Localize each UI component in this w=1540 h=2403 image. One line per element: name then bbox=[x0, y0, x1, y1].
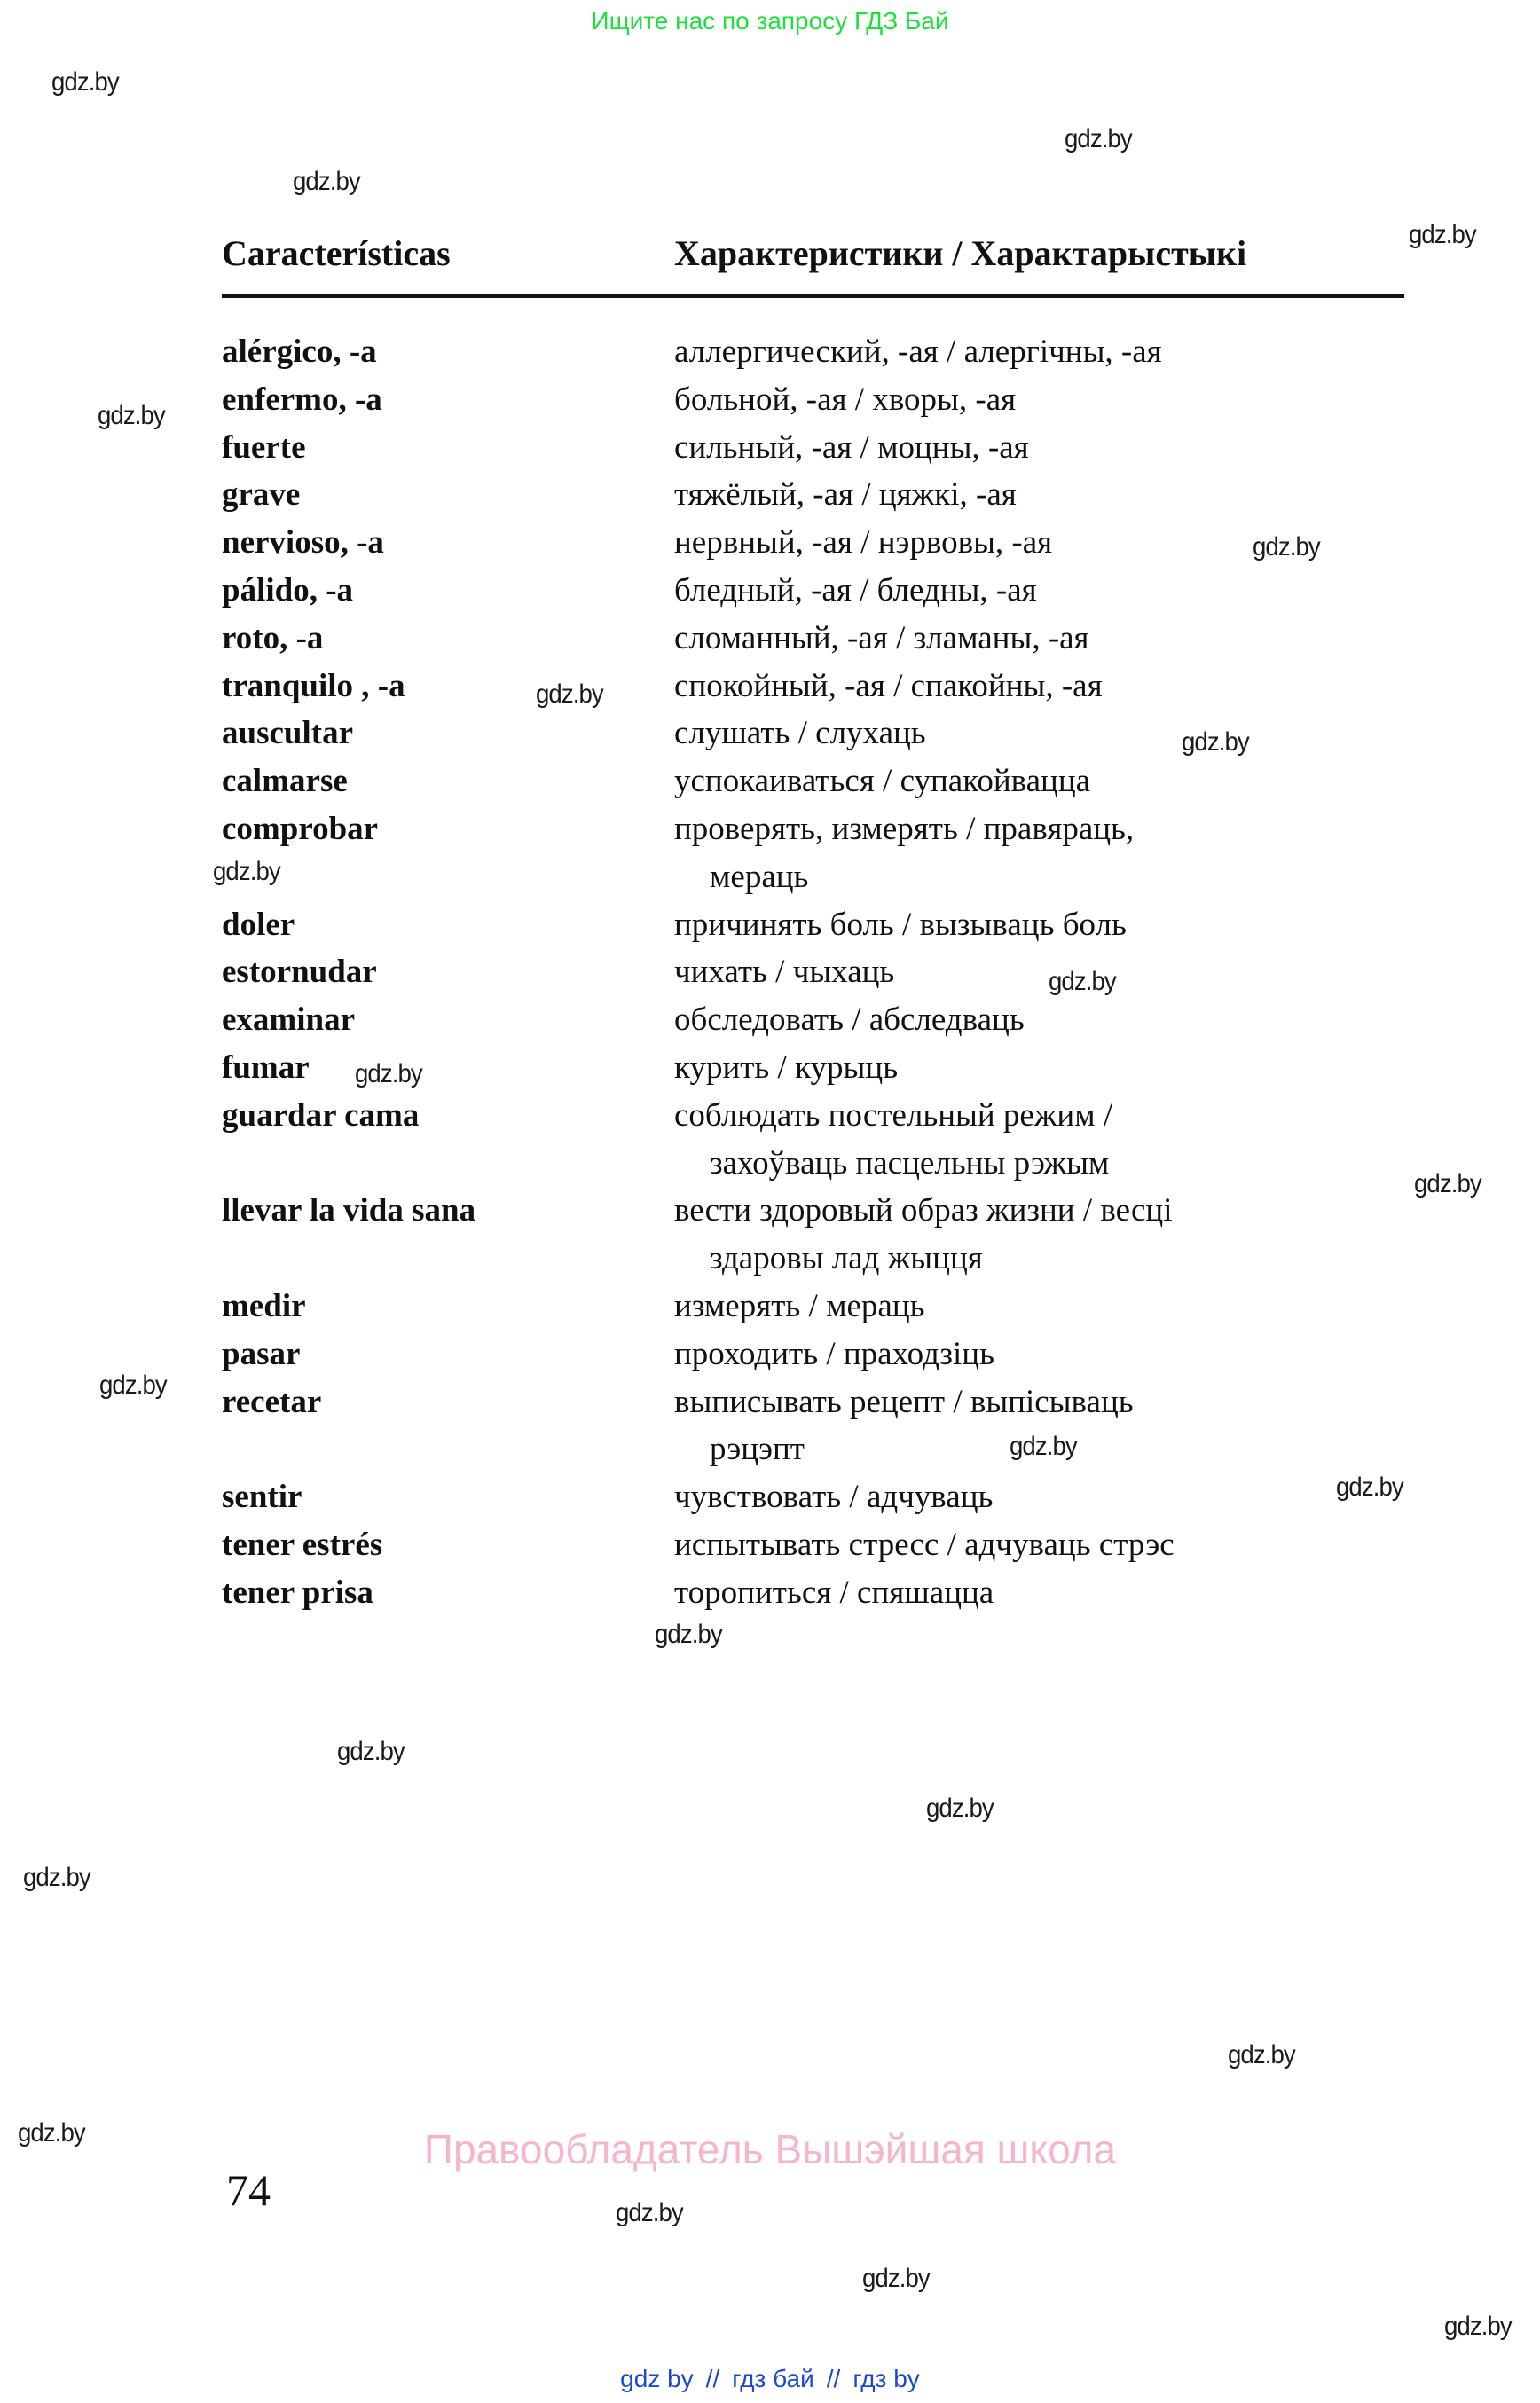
gdzby-watermark: gdz.by bbox=[18, 2118, 85, 2148]
translation-line: обследовать / абследваць bbox=[674, 1001, 1025, 1039]
gdzby-watermark: gdz.by bbox=[23, 1863, 90, 1892]
spanish-term: tranquilo , -a bbox=[222, 667, 405, 704]
spanish-term: grave bbox=[222, 476, 301, 514]
vocab-row bbox=[222, 663, 1404, 711]
translation-cell bbox=[674, 1569, 1404, 1617]
spanish-term: auscultar bbox=[222, 715, 353, 752]
translation-line: выписывать рецепт / выпісываць bbox=[674, 1383, 1134, 1420]
spanish-term: guardar cama bbox=[222, 1096, 420, 1134]
gdzby-watermark: gdz.by bbox=[1414, 1169, 1481, 1198]
gdzby-watermark: gdz.by bbox=[99, 1370, 167, 1400]
vocab-row bbox=[222, 424, 1404, 472]
translation-line: курить / курыць bbox=[674, 1048, 899, 1086]
vocab-row bbox=[222, 805, 1404, 901]
translation-line: захоўваць пасцельны рэжым bbox=[710, 1144, 1110, 1182]
translation-line: чихать / чыхаць bbox=[674, 954, 895, 991]
translation-line: сломанный, -ая / зламаны, -ая bbox=[674, 619, 1089, 656]
spanish-term: estornudar bbox=[222, 954, 377, 991]
spanish-term: fuerte bbox=[222, 428, 306, 466]
gdzby-watermark: gdz.by bbox=[213, 857, 280, 886]
translation-cell bbox=[674, 424, 1404, 472]
translation-line: нервный, -ая / нэрвовы, -ая bbox=[674, 524, 1053, 561]
header-divider bbox=[222, 294, 1404, 298]
spanish-term: comprobar bbox=[222, 810, 379, 847]
translation-cell bbox=[674, 567, 1404, 615]
gdzby-watermark: gdz.by bbox=[1049, 967, 1116, 996]
translation-line: успокаиваться / супакойвацца bbox=[674, 763, 1091, 800]
translation-cell bbox=[674, 710, 1404, 758]
translation-line: спокойный, -ая / спакойны, -ая bbox=[674, 667, 1103, 704]
vocab-row bbox=[222, 1187, 1404, 1283]
vocab-row bbox=[222, 328, 1404, 376]
translation-line: больной, -ая / хворы, -ая bbox=[674, 381, 1017, 418]
gdzby-watermark: gdz.by bbox=[926, 1794, 994, 1823]
gdzby-watermark: gdz.by bbox=[536, 679, 603, 709]
translation-line: здаровы лад жыцця bbox=[710, 1240, 983, 1277]
copyright-notice: Правообладатель Вышэйшая школа bbox=[423, 2126, 1117, 2172]
spanish-term: enfermo, -a bbox=[222, 381, 382, 418]
vocab-row bbox=[222, 615, 1404, 663]
translation-cell bbox=[674, 805, 1404, 901]
gdzby-watermark: gdz.by bbox=[1228, 2040, 1295, 2069]
spanish-term: tener estrés bbox=[222, 1526, 383, 1563]
gdzby-watermark: gdz.by bbox=[1065, 124, 1132, 153]
spanish-term: sentir bbox=[222, 1479, 302, 1516]
gdzby-watermark: gdz.by bbox=[98, 401, 165, 430]
translation-cell bbox=[674, 376, 1404, 424]
vocab-row bbox=[222, 471, 1404, 519]
translation-cell bbox=[674, 1187, 1404, 1283]
vocab-row bbox=[222, 1092, 1404, 1188]
vocab-row bbox=[222, 376, 1404, 424]
spanish-term: roto, -a bbox=[222, 619, 324, 656]
gdzby-watermark: gdz.by bbox=[337, 1737, 405, 1766]
gdzby-watermark: gdz.by bbox=[616, 2198, 683, 2227]
vocab-row bbox=[222, 996, 1404, 1044]
translation-line: испытывать стресс / адчуваць стрэс bbox=[674, 1526, 1175, 1563]
gdzby-watermark: gdz.by bbox=[1444, 2312, 1512, 2341]
vocab-row bbox=[222, 1331, 1404, 1378]
footer-link[interactable]: гдз by bbox=[852, 2365, 920, 2392]
gdzby-watermark: gdz.by bbox=[1182, 727, 1249, 757]
vocab-row bbox=[222, 519, 1404, 567]
spanish-term: calmarse bbox=[222, 763, 348, 800]
translation-line: причинять боль / вызываць боль bbox=[674, 906, 1127, 943]
spanish-term: examinar bbox=[222, 1001, 356, 1039]
translation-line: чувствовать / адчуваць bbox=[674, 1479, 994, 1516]
translation-line: бледный, -ая / бледны, -ая bbox=[674, 571, 1037, 609]
spanish-term: doler bbox=[222, 906, 295, 943]
footer-links bbox=[0, 2365, 1540, 2393]
gdzby-watermark: gdz.by bbox=[293, 167, 360, 196]
translation-cell bbox=[674, 948, 1404, 996]
page-number: 74 bbox=[226, 2165, 271, 2215]
spanish-term: tener prisa bbox=[222, 1574, 373, 1611]
translation-line: сильный, -ая / моцны, -ая bbox=[674, 428, 1029, 466]
footer-link-separator: // bbox=[826, 2365, 841, 2392]
vocab-row bbox=[222, 1569, 1404, 1617]
translation-line: мераць bbox=[710, 858, 809, 895]
gdzby-watermark: gdz.by bbox=[1253, 532, 1320, 561]
vocab-rows bbox=[222, 328, 1404, 1617]
spanish-term: medir bbox=[222, 1287, 306, 1324]
translation-line: слушать / слухаць bbox=[674, 715, 926, 752]
translation-cell bbox=[674, 1044, 1404, 1092]
vocab-header-row bbox=[222, 232, 1404, 275]
promo-banner-text: Ищите нас по запросу ГДЗ Бай bbox=[591, 7, 949, 35]
vocab-row bbox=[222, 1473, 1404, 1521]
vocab-row bbox=[222, 1283, 1404, 1331]
vocab-row bbox=[222, 758, 1404, 805]
spanish-term: recetar bbox=[222, 1383, 322, 1420]
translation-cell bbox=[674, 1092, 1404, 1188]
translation-cell bbox=[674, 663, 1404, 711]
vocab-table bbox=[222, 232, 1404, 1617]
gdzby-watermark: gdz.by bbox=[655, 1620, 722, 1649]
column-header-translations: Характеристики / Характарыстыкі bbox=[674, 233, 1247, 273]
translation-line: аллергический, -ая / алергічны, -ая bbox=[674, 334, 1162, 370]
spanish-term: alérgico, -a bbox=[222, 334, 377, 370]
vocab-row bbox=[222, 567, 1404, 615]
gdzby-watermark: gdz.by bbox=[1336, 1472, 1403, 1502]
translation-cell bbox=[674, 1283, 1404, 1331]
translation-line: измерять / мераць bbox=[674, 1287, 925, 1324]
translation-cell bbox=[674, 901, 1404, 949]
spanish-term: pasar bbox=[222, 1335, 301, 1372]
vocab-row bbox=[222, 901, 1404, 949]
translation-line: соблюдать постельный режим / bbox=[674, 1096, 1113, 1134]
gdzby-watermark: gdz.by bbox=[1409, 220, 1476, 249]
translation-cell bbox=[674, 1331, 1404, 1378]
translation-line: проходить / праходзіць bbox=[674, 1335, 994, 1372]
translation-cell bbox=[674, 471, 1404, 519]
gdzby-watermark: gdz.by bbox=[862, 2264, 930, 2293]
spanish-term: fumar bbox=[222, 1048, 310, 1086]
translation-cell bbox=[674, 615, 1404, 663]
translation-cell bbox=[674, 1473, 1404, 1521]
footer-link-separator: // bbox=[705, 2365, 720, 2392]
translation-cell bbox=[674, 1521, 1404, 1569]
translation-line: тяжёлый, -ая / цяжкі, -ая bbox=[674, 476, 1017, 514]
translation-cell bbox=[674, 758, 1404, 805]
spanish-term: pálido, -a bbox=[222, 571, 354, 609]
translation-line: вести здоровый образ жизни / весці bbox=[674, 1192, 1173, 1229]
vocab-row bbox=[222, 948, 1404, 996]
translation-cell bbox=[674, 996, 1404, 1044]
gdzby-watermark: gdz.by bbox=[355, 1059, 422, 1088]
translation-line: торопиться / спяшацца bbox=[674, 1574, 994, 1611]
spanish-term: llevar la vida sana bbox=[222, 1192, 476, 1229]
vocab-row bbox=[222, 1521, 1404, 1569]
footer-link[interactable]: gdz by bbox=[620, 2365, 694, 2392]
gdzby-watermark: gdz.by bbox=[51, 67, 119, 97]
gdzby-watermark: gdz.by bbox=[1010, 1432, 1077, 1461]
vocab-row bbox=[222, 1378, 1404, 1474]
translation-line: рэцэпт bbox=[710, 1431, 805, 1468]
translation-line: проверять, измерять / правяраць, bbox=[674, 810, 1135, 847]
footer-link[interactable]: гдз бай bbox=[732, 2365, 814, 2392]
translation-cell bbox=[674, 328, 1404, 376]
column-header-spanish: Características bbox=[222, 233, 451, 273]
spanish-term: nervioso, -a bbox=[222, 524, 384, 561]
